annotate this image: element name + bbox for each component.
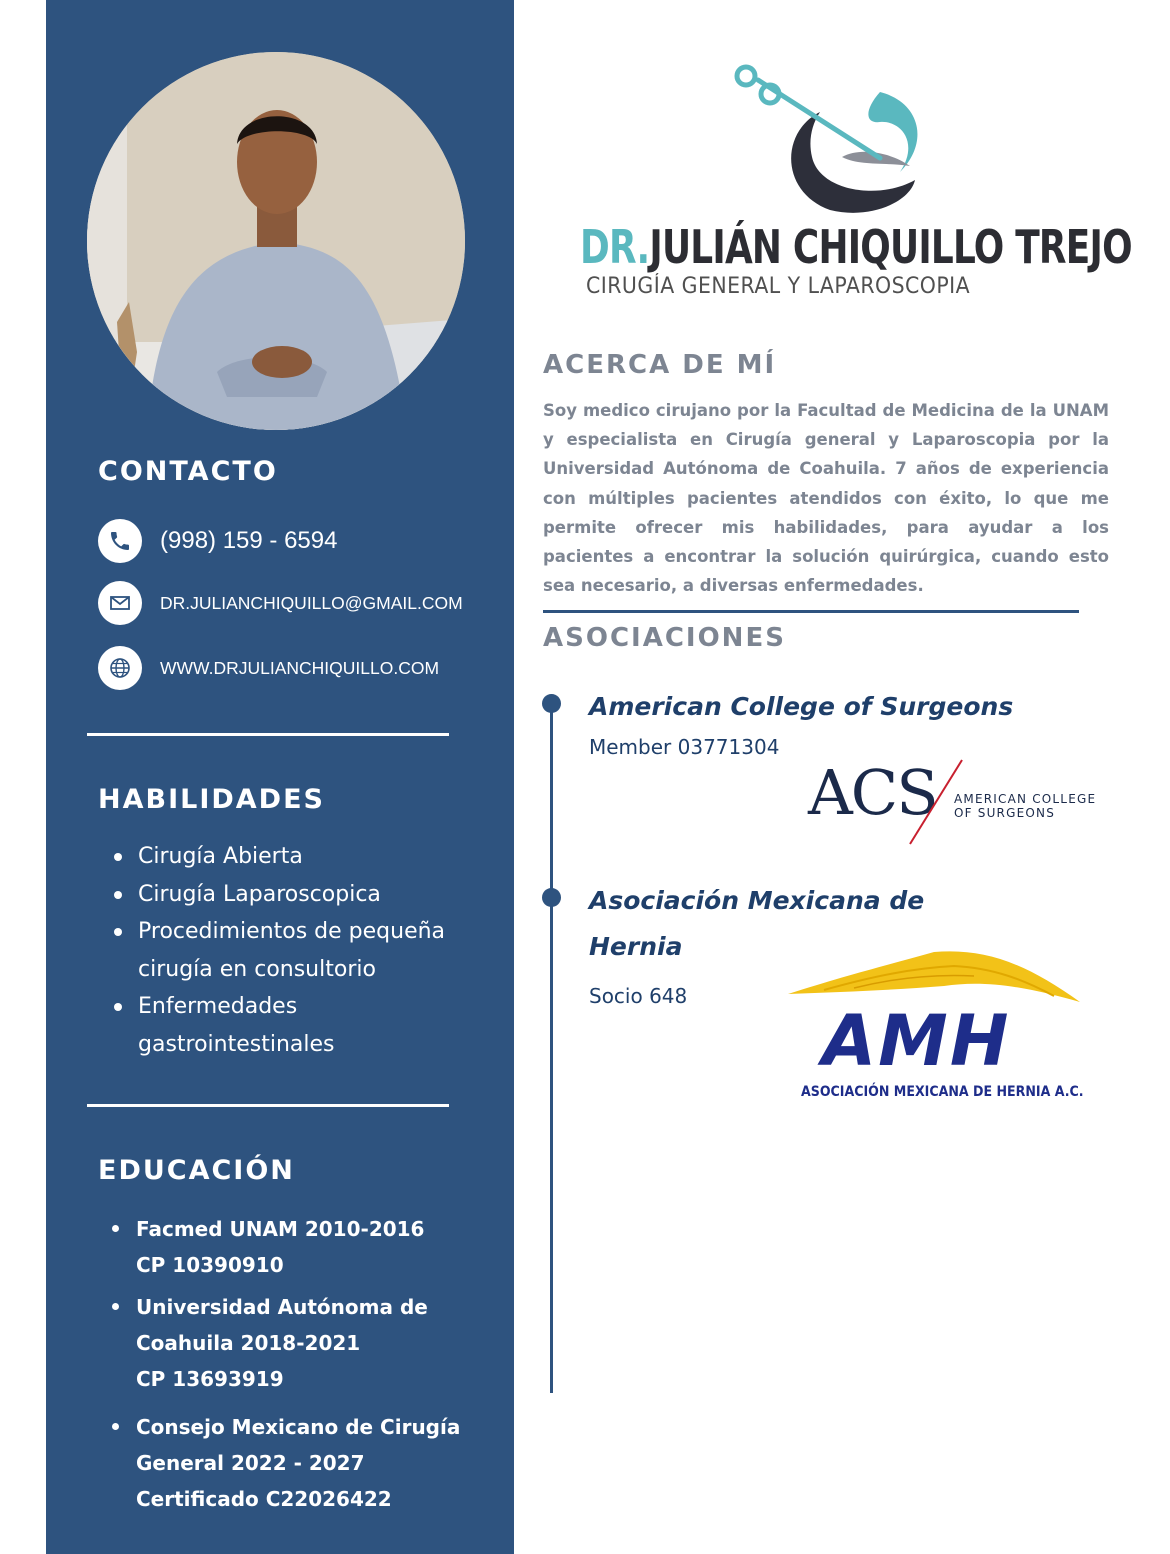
skills-title: HABILIDADES <box>98 784 325 815</box>
phone-row[interactable] <box>98 519 337 563</box>
education-list <box>108 1211 488 1517</box>
skills-list <box>108 838 488 1063</box>
website-row[interactable] <box>98 646 439 690</box>
doctor-name <box>580 220 1132 274</box>
doctor-logo <box>580 62 1132 312</box>
amh-logo-text: ASOCIACIÓN MEXICANA DE HERNIA A.C. <box>801 1084 1084 1100</box>
doctor-prefix: DR. <box>580 220 650 274</box>
acs-logo-text: AMERICAN COLLEGE OF SURGEONS <box>954 792 1097 820</box>
skill-item: Cirugía Laparoscopica <box>108 876 488 914</box>
education-title: EDUCACIÓN <box>98 1155 295 1186</box>
email-address: DR.JULIANCHIQUILLO@GMAIL.COM <box>160 592 463 613</box>
timeline-line <box>550 705 553 1393</box>
acs-logo <box>808 758 1098 848</box>
timeline-dot <box>542 888 561 907</box>
education-item: Facmed UNAM 2010-2016 CP 10390910 <box>108 1211 488 1283</box>
phone-icon <box>98 519 142 563</box>
website-url: WWW.DRJULIANCHIQUILLO.COM <box>160 657 440 678</box>
association-detail: Socio 648 <box>589 984 688 1008</box>
divider <box>87 1104 449 1107</box>
globe-icon <box>98 646 142 690</box>
sidebar <box>46 0 514 1554</box>
education-item: Consejo Mexicano de Cirugía General 2022 - 2027 Certificado C22026422 <box>108 1409 488 1517</box>
divider <box>543 610 1079 613</box>
amh-logo <box>784 946 1084 1106</box>
education-item: Universidad Autónoma de Coahuila 2018-2021 CP 13693919 <box>108 1289 488 1397</box>
divider <box>87 733 449 736</box>
amh-logo-letters: AMH <box>822 1000 1011 1082</box>
associations-title: ASOCIACIONES <box>543 623 786 653</box>
envelope-icon <box>98 581 142 625</box>
specialty-subtitle: CIRUGÍA GENERAL Y LAPAROSCOPIA <box>586 274 971 299</box>
profile-photo-illustration <box>87 52 465 430</box>
about-text: Soy medico cirujano por la Facultad de Medicina de la UNAM y especialista en Cirugía general y Laparoscopia por la Universidad Autónoma de Coahuila. 7 años de experiencia con múltiples pacientes atendidos con éxito, lo que me permite ofrecer mis habilidades, para ayudar a los pacientes a encontrar la solución quirúrgica, cuando esto sea necesario, a diversas enfermedades. <box>543 401 1109 596</box>
profile-photo <box>87 52 465 430</box>
association-detail: Member 03771304 <box>589 735 780 759</box>
association-name: American College of Surgeons <box>589 692 1014 721</box>
skill-item: Cirugía Abierta <box>108 838 488 876</box>
association-name: Asociación Mexicana de Hernia <box>589 886 925 961</box>
contact-title: CONTACTO <box>98 456 278 487</box>
skill-item: Procedimientos de pequeña cirugía en consultorio <box>108 913 488 988</box>
timeline-dot <box>542 694 561 713</box>
amh-wings-icon <box>784 946 1084 1008</box>
about-title: ACERCA DE MÍ <box>543 350 777 380</box>
phone-number: (998) 159 - 6594 <box>160 527 338 554</box>
skill-item: Enfermedades gastrointestinales <box>108 988 488 1063</box>
acs-logo-letters: ACS <box>808 756 937 829</box>
surgery-logo-icon <box>580 62 1110 222</box>
email-row[interactable] <box>98 581 463 625</box>
doctor-fullname: JULIÁN CHIQUILLO TREJO <box>649 220 1132 274</box>
